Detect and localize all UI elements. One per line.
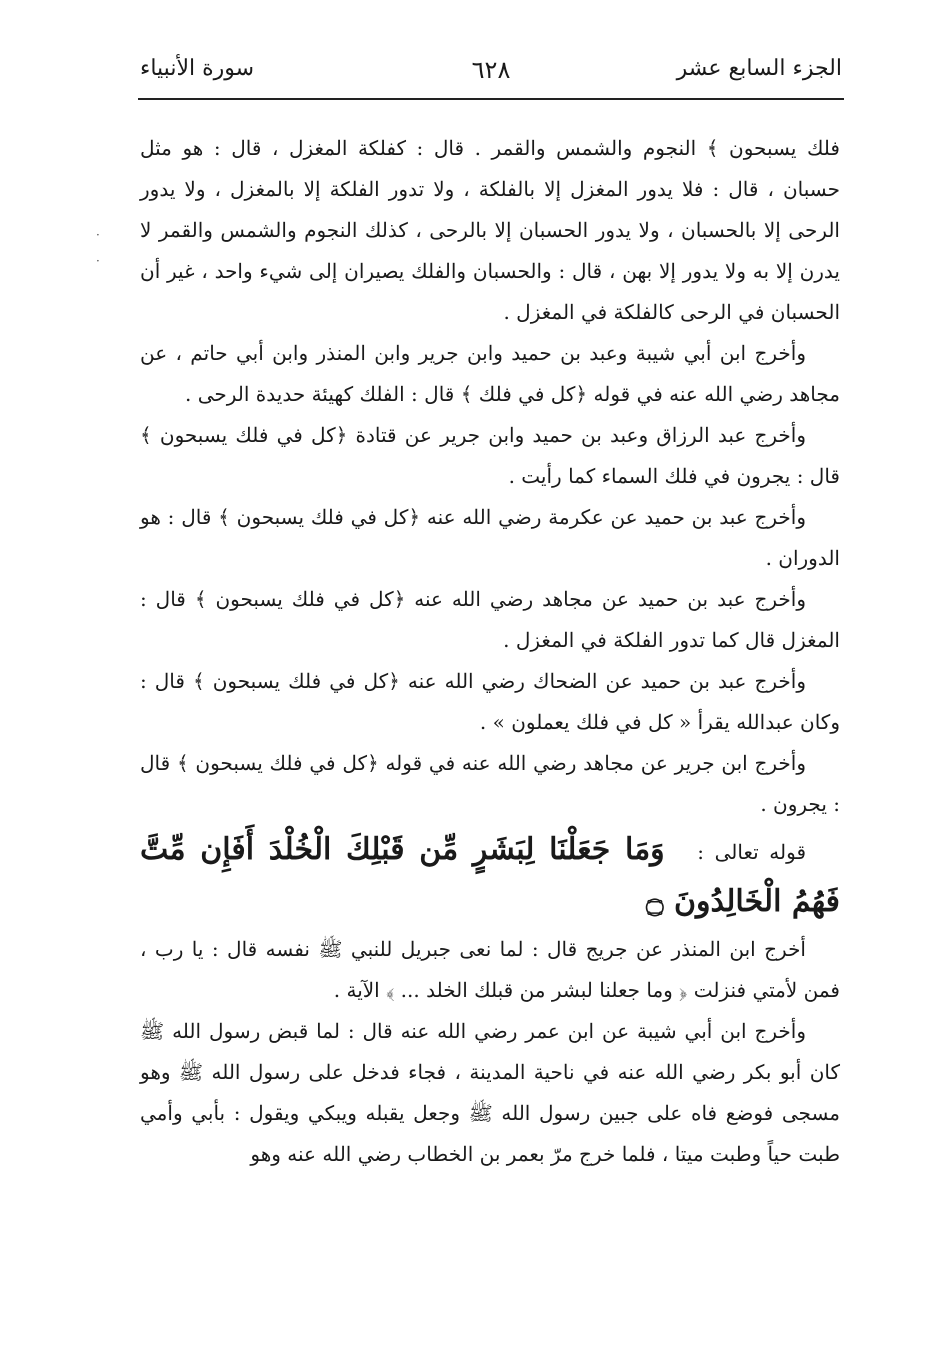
paragraph: وأخرج عبد بن حميد عن مجاهد رضي الله عنه ﴿كل في فلك يسبحون ﴾ قال : المغزل قال كما تدور الفلكة في المغزل . xyxy=(140,587,840,652)
verse-label: قوله تعالى : xyxy=(697,840,807,864)
header-rule xyxy=(138,98,844,100)
margin-marks: · · xyxy=(96,228,100,268)
paragraph: وأخرج ابن جرير عن مجاهد رضي الله عنه في قوله ﴿كل في فلك يسبحون ﴾ قال : يجرون . xyxy=(140,751,840,816)
paragraph: وأخرج عبد بن حميد عن عكرمة رضي الله عنه ﴿كل في فلك يسبحون ﴾ قال : هو الدوران . xyxy=(140,505,840,570)
paragraph: وأخرج عبد بن حميد عن الضحاك رضي الله عنه ﴿كل في فلك يسبحون ﴾ قال : وكان عبدالله يقرأ « كل في فلك يعملون » . xyxy=(140,669,840,734)
running-header xyxy=(140,52,842,92)
paragraph: وأخرج عبد الرزاق وعبد بن حميد وابن جرير عن قتادة ﴿كل في فلك يسبحون ﴾ قال : يجرون في فلك السماء كما رأيت . xyxy=(140,423,840,488)
main-text xyxy=(140,128,840,1175)
page-number: ٦٢٨ xyxy=(471,56,511,84)
paragraph: فلك يسبحون ﴾ النجوم والشمس والقمر . قال : كفلكة المغزل ، قال : هو مثل حسبان ، قال : فلا يدور المغزل إلا بالفلكة ، ولا تدور الفلكة إلا بالمغزل ، ولا يدور الرحى إلا بالحسبان ، ولا يدور الحسبان إلا بالرحى ، كذلك النجوم والشمس والقمر لا يدرن إلا به ولا يدور إلا بهن ، قال : والحسبان والفلك يصيران إلى شيء واحد ، غير أن الحسبان في الرحى كالفلكة في المغزل . xyxy=(140,136,840,324)
surah-title: سورة الأنبياء xyxy=(140,56,255,81)
paragraph: وأخرج ابن أبي شيبة وعبد بن حميد وابن جرير وابن المنذر وابن أبي حاتم ، عن مجاهد رضي الله عنه في قوله ﴿كل في فلك ﴾ قال : الفلك كهيئة حديدة الرحى . xyxy=(140,341,840,406)
verse-heading xyxy=(140,825,840,929)
paragraph: وأخرج ابن أبي شيبة عن ابن عمر رضي الله عنه قال : لما قبض رسول الله ﷺ كان أبو بكر رضي الله عنه في ناحية المدينة ، فجاء فدخل على رسول الله ﷺ وهو مسجى فوضع فاه على جبين رسول الله ﷺ وجعل يقبله ويبكي ويقول : بأبي وأمي طبت حياً وطبت ميتا ، فلما خرج مرّ بعمر بن الخطاب رضي الله عنه وهو xyxy=(140,1019,840,1166)
part-title: الجزء السابع عشر xyxy=(676,56,842,81)
paragraph: أخرج ابن المنذر عن جريج قال : لما نعى جبريل للنبي ﷺ نفسه قال : يا رب ، فمن لأمتي فنزلت ﴿ وما جعلنا لبشر من قبلك الخلد ... ﴾ الآية . xyxy=(140,937,840,1002)
quran-verse: وَمَا جَعَلْنَا لِبَشَرٍ مِّن قَبْلِكَ الْخُلْدَ أَفَإِن مِّتَّ فَهُمُ الْخَالِدُونَ ۝ xyxy=(140,832,840,919)
